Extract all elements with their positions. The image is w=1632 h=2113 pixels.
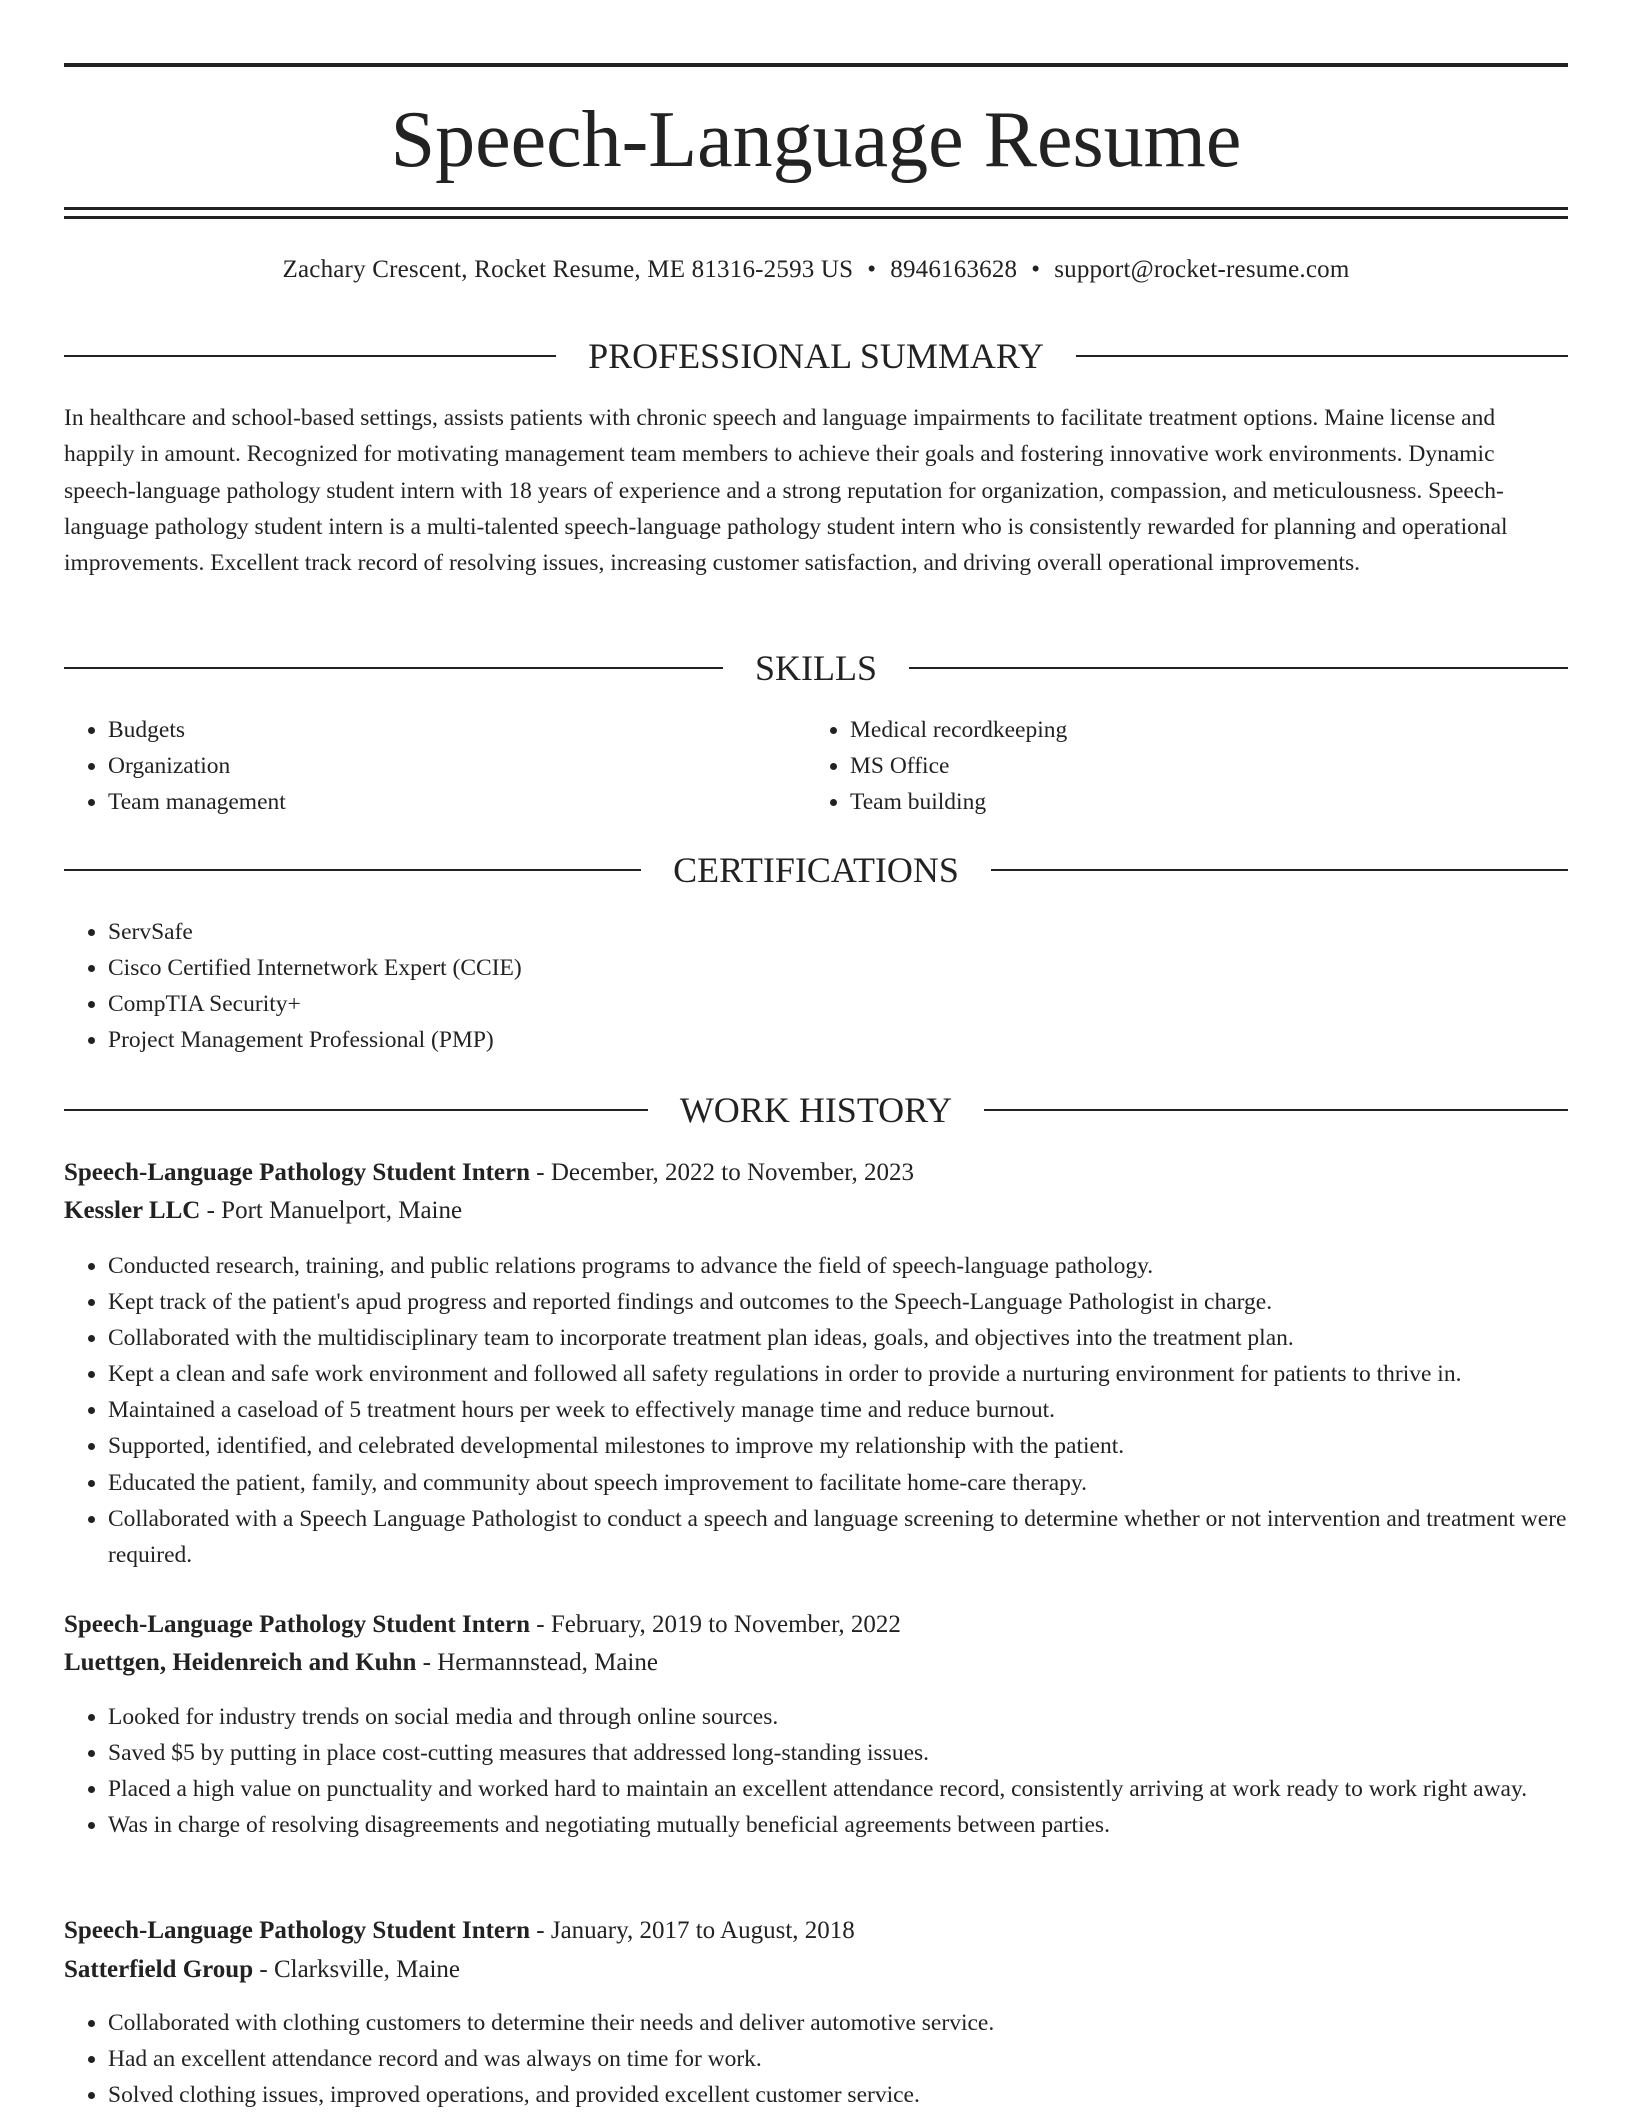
skill-item: • Organization — [108, 748, 808, 784]
header-double-rule-top — [64, 207, 1568, 210]
company-location: Hermannstead, Maine — [437, 1649, 658, 1676]
company-location-separator: - — [253, 1956, 274, 1983]
skills-list-left — [64, 712, 808, 820]
heading-rule-left — [64, 355, 556, 357]
header-top-rule — [64, 63, 1568, 67]
job-bullet: • Looked for industry trends on social media and through online sources. — [108, 1699, 1612, 1735]
job-dates: December, 2022 to November, 2023 — [550, 1159, 915, 1186]
skill-item: • Team building — [850, 784, 1550, 820]
company-location-separator: - — [200, 1197, 222, 1224]
heading-rule-right — [1076, 355, 1568, 357]
job-bullets — [64, 2005, 1612, 2113]
job-bullets — [64, 1248, 1612, 1573]
skills-heading-label: SKILLS — [755, 648, 878, 688]
job-bullet: • Saved $5 by putting in place cost-cutting measures that addressed long-standing issues. — [108, 1735, 1612, 1771]
job-bullet: • Conducted research, training, and public relations programs to advance the field of speech-language pathology. — [108, 1248, 1612, 1284]
certifications-list — [64, 914, 1568, 1058]
certifications-heading — [64, 848, 1568, 892]
title-dates-separator: - — [530, 1159, 551, 1186]
job-title-line — [64, 1607, 1568, 1643]
heading-rule-right — [991, 869, 1568, 871]
company-location: Port Manuelport, Maine — [221, 1197, 463, 1224]
job-bullet: • Collaborated with a Speech Language Pathologist to conduct a speech and language screening to determine whether or not intervention and treatment were required. — [108, 1501, 1612, 1573]
certifications-heading-label: CERTIFICATIONS — [673, 850, 959, 890]
job-title: Speech-Language Pathology Student Intern — [64, 1159, 531, 1186]
job-bullet: • Kept a clean and safe work environment and followed all safety regulations in order to provide a nurturing environment for patients to thrive in. — [108, 1356, 1612, 1392]
certification-item: • CompTIA Security+ — [108, 986, 1568, 1022]
job-bullet: • Solved clothing issues, improved operations, and provided excellent customer service. — [108, 2077, 1612, 2113]
job-bullet: • Supported, identified, and celebrated developmental milestones to improve my relationship with the patient. — [108, 1428, 1612, 1464]
company-name: Satterfield Group — [64, 1956, 254, 1983]
skills-list-right — [806, 712, 1550, 820]
summary-heading-label: PROFESSIONAL SUMMARY — [588, 336, 1044, 376]
heading-rule-left — [64, 869, 641, 871]
skill-item: • Team management — [108, 784, 808, 820]
skills-heading — [64, 646, 1568, 690]
header-double-rule-bottom — [64, 216, 1568, 219]
company-line — [64, 1952, 1568, 1988]
company-location-separator: - — [416, 1649, 438, 1676]
heading-rule-left — [64, 1109, 648, 1111]
job-bullet: • Educated the patient, family, and community about speech improvement to facilitate home-care therapy. — [108, 1465, 1612, 1501]
skill-item: • MS Office — [850, 748, 1550, 784]
job-bullet: • Collaborated with clothing customers to determine their needs and deliver automotive service. — [108, 2005, 1612, 2041]
heading-rule-right — [909, 667, 1568, 669]
work-history-heading-label: WORK HISTORY — [679, 1090, 953, 1130]
company-name: Kessler LLC — [64, 1197, 201, 1224]
job-bullet: • Was in charge of resolving disagreements and negotiating mutually beneficial agreements between parties. — [108, 1807, 1612, 1843]
heading-rule-right — [984, 1109, 1568, 1111]
contact-separator: • — [1031, 256, 1041, 283]
title-dates-separator: - — [530, 1917, 551, 1944]
contact-phone: 8946163628 — [890, 256, 1018, 283]
job-bullet: • Collaborated with the multidisciplinary team to incorporate treatment plan ideas, goals, and objectives into the treatment plan. — [108, 1320, 1612, 1356]
job-bullet: • Placed a high value on punctuality and worked hard to maintain an excellent attendance record, consistently arriving at work ready to work right away. — [108, 1771, 1612, 1807]
company-name: Luettgen, Heidenreich and Kuhn — [64, 1649, 417, 1676]
company-line — [64, 1645, 1568, 1681]
contact-separator: • — [867, 256, 877, 283]
job-bullet: • Had an excellent attendance record and was always on time for work. — [108, 2041, 1612, 2077]
job-bullet: • Maintained a caseload of 5 treatment hours per week to effectively manage time and reduce burnout. — [108, 1392, 1612, 1428]
job-title-line — [64, 1913, 1568, 1949]
certification-item: • Cisco Certified Internetwork Expert (CCIE) — [108, 950, 1568, 986]
job-title-line — [64, 1155, 1568, 1191]
heading-rule-left — [64, 667, 723, 669]
work-history-heading — [64, 1088, 1568, 1132]
certification-item: • ServSafe — [108, 914, 1568, 950]
contact-email: support@rocket-resume.com — [1054, 256, 1350, 283]
contact-line — [64, 254, 1568, 286]
job-title: Speech-Language Pathology Student Intern — [64, 1917, 531, 1944]
skill-item: • Medical recordkeeping — [850, 712, 1550, 748]
company-location: Clarksville, Maine — [273, 1956, 461, 1983]
resume-title: Speech-Language Resume — [390, 96, 1242, 184]
job-dates: February, 2019 to November, 2022 — [550, 1611, 901, 1638]
skill-item: • Budgets — [108, 712, 808, 748]
job-bullets — [64, 1699, 1612, 1843]
summary-text: In healthcare and school-based settings, assists patients with chronic speech and language impairments to facilitate treatment options. Maine license and happily in amount. Recognized for motivating management team members to achieve their goals and fostering innovative work environments. Dynamic speech-language pathology student intern with 18 years of experience and a strong reputation for organization, compassion, and meticulousness. Speech-language pathology student intern is a multi-talented speech-language pathology student intern who is consistently rewarded for planning and operational improvements. Excellent track record of resolving issues, increasing customer satisfaction, and driving overall operational improvements. — [64, 405, 1508, 577]
job-bullet: • Kept track of the patient's apud progress and reported findings and outcomes to the Speech-Language Pathologist in charge. — [108, 1284, 1612, 1320]
contact-address: Zachary Crescent, Rocket Resume, ME 81316-2593 US — [282, 256, 854, 283]
company-line — [64, 1193, 1568, 1229]
certification-item: • Project Management Professional (PMP) — [108, 1022, 1568, 1058]
job-dates: January, 2017 to August, 2018 — [550, 1917, 855, 1944]
job-title: Speech-Language Pathology Student Intern — [64, 1611, 531, 1638]
title-dates-separator: - — [530, 1611, 551, 1638]
summary-heading — [64, 334, 1568, 378]
